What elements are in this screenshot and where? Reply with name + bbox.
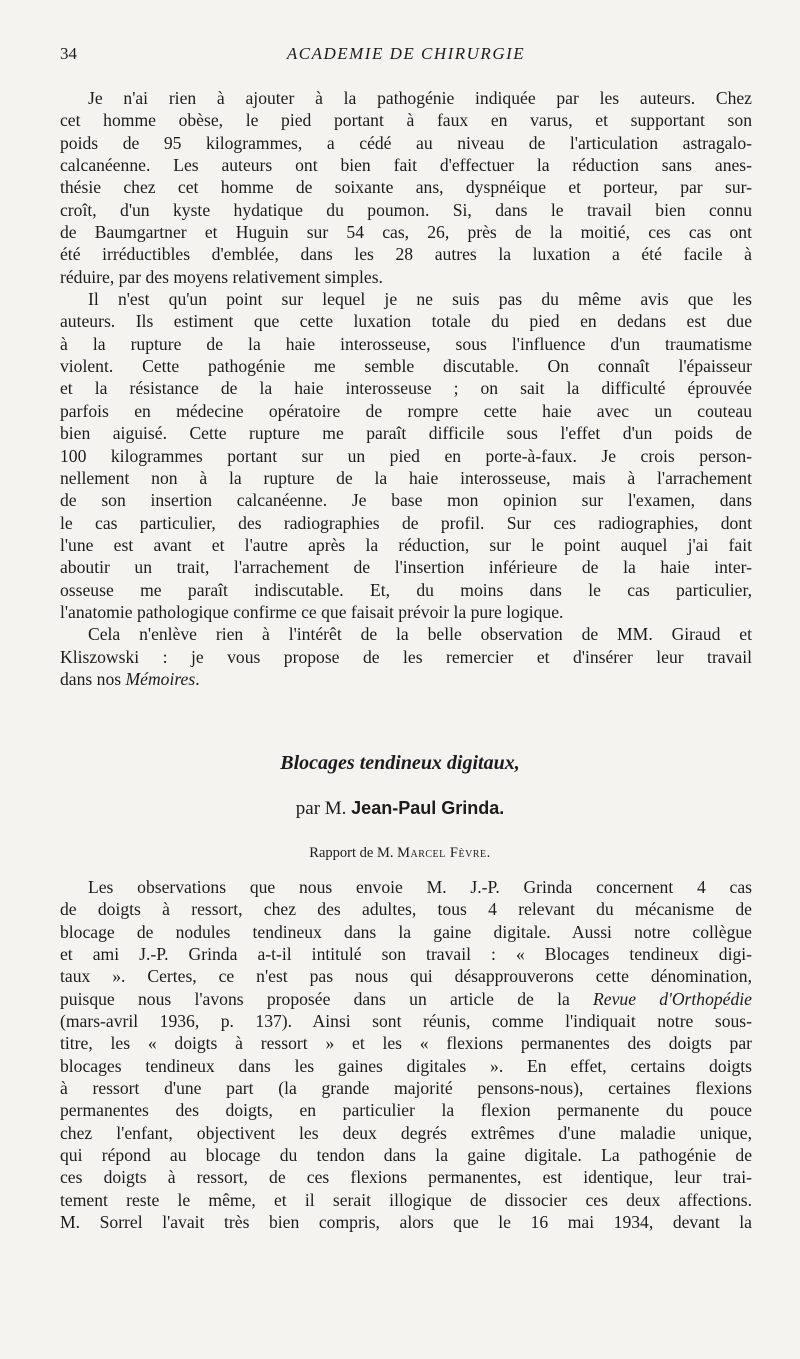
text-line: titre, les « doigts à ressort » et les « flexions permanentes des doigts par	[60, 1033, 752, 1054]
text-line: thésie chez cet homme de soixante ans, dyspnéique et porteur, par sur-	[60, 177, 752, 198]
text-run: .	[195, 668, 200, 689]
text-line: tement reste le même, et il serait illogique de dissocier ces deux affections.	[60, 1189, 752, 1210]
text-line: calcanéenne. Les auteurs ont bien fait d'effectuer la réduction sans anes-	[60, 155, 752, 176]
text-line: l'anatomie pathologique confirme ce que faisait prévoir la pure logique.	[60, 601, 564, 622]
report-attribution	[0, 845, 800, 862]
text-line: de doigts à ressort, chez des adultes, tous 4 relevant du mécanisme de	[60, 899, 752, 920]
text-line: réduire, par des moyens relativement simples.	[60, 266, 383, 287]
text-line: auteurs. Ils estiment que cette luxation totale du pied en dedans est due	[60, 311, 752, 332]
text-line: l'une est avant et l'autre après la réduction, sur le point auquel j'ai fait	[60, 534, 752, 555]
text-line: le cas particulier, des radiographies de profil. Sur ces radiographies, dont	[60, 512, 752, 533]
reporter-name: Marcel Fèvre.	[397, 845, 491, 861]
text-line: parfois en médecine opératoire de rompre cette haie avec un couteau	[60, 400, 752, 421]
text-line: blocage de nodules tendineux dans la gaine digitale. Aussi notre collègue	[60, 921, 752, 942]
text-line: à ressort d'une part (la grande majorité pensons-nous), certaines flexions	[60, 1078, 752, 1099]
text-line: croît, d'un kyste hydatique du poumon. Si, dans le travail bien connu	[60, 199, 752, 220]
text-line: poids de 95 kilogrammes, a cédé au niveau de l'articulation astragalo-	[60, 132, 752, 153]
text-line: (mars-avril 1936, p. 137). Ainsi sont réunis, comme l'indiquait notre sous-	[60, 1011, 752, 1032]
text-line: nellement non à la rupture de la haie interosseuse, mais à l'arrachement	[60, 467, 752, 488]
attribution-prefix: Rapport de M.	[309, 845, 394, 861]
page-header	[60, 44, 752, 68]
text-run: dans nos	[60, 668, 122, 689]
byline-prefix: par M.	[295, 798, 347, 819]
text-line: Les observations que nous envoie M. J.-P. Grinda concernent 4 cas	[88, 877, 752, 897]
text-line: aboutir un trait, l'arrachement de l'insertion inférieure de la haie inter-	[60, 557, 752, 578]
journal-name: Mémoires	[125, 668, 196, 689]
text-line: violent. Cette pathogénie me semble discutable. On connaît l'épaisseur	[60, 356, 752, 377]
text-line: permanentes des doigts, en particulier la flexion permanente du pouce	[60, 1100, 752, 1121]
text-line-last	[60, 668, 752, 690]
text-line: et la résistance de la haie interosseuse ; on sait la difficulté éprouvée	[60, 378, 752, 399]
text-line: de Baumgartner et Huguin sur 54 cas, 26, près de la moitié, ces cas ont	[60, 222, 752, 243]
text-line: ces doigts à ressort, de ces flexions permanentes, est identique, leur trai-	[60, 1167, 752, 1188]
article-title: Blocages tendineux digitaux,	[280, 752, 520, 774]
text-line: M. Sorrel l'avait très bien compris, alors que le 16 mai 1934, devant la	[60, 1212, 752, 1233]
text-line: et ami J.-P. Grinda a-t-il intitulé son travail : « Blocages tendineux digi-	[60, 944, 752, 965]
text-line: qui répond au blocage du tendon dans la gaine digitale. La pathogénie de	[60, 1145, 752, 1166]
running-title: ACADEMIE DE CHIRURGIE	[286, 44, 526, 63]
text-line: osseuse me paraît indiscutable. Et, du moins dans le cas particulier,	[60, 579, 752, 600]
text-line: de son insertion calcanéenne. Je base mon opinion sur l'examen, dans	[60, 490, 752, 511]
text-line: 100 kilogrammes portant sur un pied en porte-à-faux. Je crois person-	[60, 445, 752, 466]
text-line: taux ». Certes, ce n'est pas nous qui désapprouverons cette dénomination,	[60, 966, 752, 987]
text-line: chez l'enfant, objectivent les deux degrés extrêmes d'une maladie unique,	[60, 1122, 752, 1143]
article-byline	[0, 798, 800, 820]
author-name: Jean-Paul Grinda.	[351, 798, 505, 818]
text-line: Kliszowski : je vous propose de les remercier et d'insérer leur travail	[60, 646, 752, 667]
page-number: 34	[60, 44, 77, 63]
text-line-mixed	[60, 988, 752, 1010]
text-line: cet homme obèse, le pied portant à faux en varus, et supportant son	[60, 110, 752, 131]
text-line: blocages tendineux dans les gaines digitales ». En effet, certains doigts	[60, 1055, 752, 1076]
text-run: puisque nous l'avons proposée dans un article de la	[60, 988, 570, 1009]
journal-name: Revue d'Orthopédie	[593, 988, 752, 1009]
text-line: Il n'est qu'un point sur lequel je ne suis pas du même avis que les	[88, 289, 752, 310]
text-line: Cela n'enlève rien à l'intérêt de la belle observation de MM. Giraud et	[88, 624, 752, 645]
text-line: bien aiguisé. Cette rupture me paraît difficile sous l'effet d'un poids de	[60, 423, 752, 444]
article-body	[60, 876, 752, 1234]
text-line: Je n'ai rien à ajouter à la pathogénie indiquée par les auteurs. Chez	[88, 88, 752, 108]
report-paragraphs	[60, 87, 752, 690]
text-line: à la rupture de la haie interosseuse, sous l'influence d'un traumatisme	[60, 333, 752, 354]
text-line: été irréductibles d'emblée, dans les 28 autres la luxation a été facile à	[60, 244, 752, 265]
